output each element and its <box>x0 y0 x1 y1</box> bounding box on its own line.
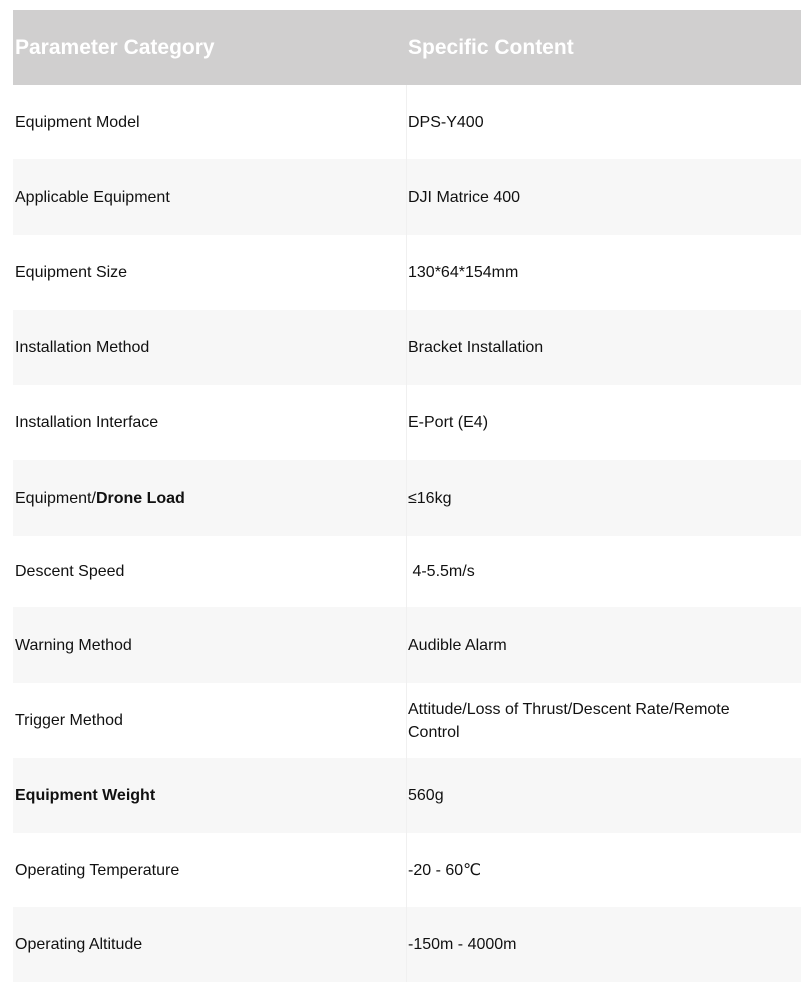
row-label-part: Equipment/ <box>15 489 96 507</box>
spec-table <box>13 10 801 982</box>
row-label: Descent Speed <box>13 536 407 607</box>
header-parameter-category: Parameter Category <box>15 36 215 59</box>
row-label: Operating Altitude <box>13 907 407 982</box>
row-label: Equipment Size <box>13 235 407 310</box>
table-row <box>13 310 801 385</box>
table-row <box>13 159 801 235</box>
row-value: DPS-Y400 <box>408 113 484 131</box>
table-row <box>13 907 801 982</box>
table-row <box>13 758 801 833</box>
row-value: E-Port (E4) <box>408 414 489 431</box>
row-value: 560g <box>408 787 444 804</box>
row-value: Bracket Installation <box>408 339 544 356</box>
table-row <box>13 235 801 310</box>
table-header <box>13 10 801 85</box>
header-specific-content: Specific Content <box>408 36 574 59</box>
row-value: ≤16kg <box>408 489 452 507</box>
row-label: Equipment Model <box>13 85 407 159</box>
row-label: Installation Method <box>13 310 407 385</box>
table-row <box>13 460 801 536</box>
row-value: 4-5.5m/s <box>408 563 475 580</box>
row-value: DJI Matrice 400 <box>408 188 521 206</box>
row-value: Audible Alarm <box>408 636 507 654</box>
row-value: -20 - 60℃ <box>408 861 482 879</box>
row-label: Equipment Weight <box>13 758 407 833</box>
row-label: Installation Interface <box>13 385 407 460</box>
row-label: Warning Method <box>13 607 407 683</box>
table-row <box>13 607 801 683</box>
table-row <box>13 833 801 907</box>
row-value: Attitude/Loss of Thrust/Descent Rate/Remote Control <box>408 700 730 741</box>
row-label <box>13 460 407 536</box>
table-row <box>13 683 801 758</box>
row-label: Operating Temperature <box>13 833 407 907</box>
row-value: -150m - 4000m <box>408 936 517 953</box>
row-label: Applicable Equipment <box>13 159 407 235</box>
row-label-bold-part: Drone Load <box>95 489 185 507</box>
table-row <box>13 385 801 460</box>
row-value: 130*64*154mm <box>408 264 519 281</box>
table-row <box>13 85 801 159</box>
table-row <box>13 536 801 607</box>
row-label: Trigger Method <box>13 683 407 758</box>
